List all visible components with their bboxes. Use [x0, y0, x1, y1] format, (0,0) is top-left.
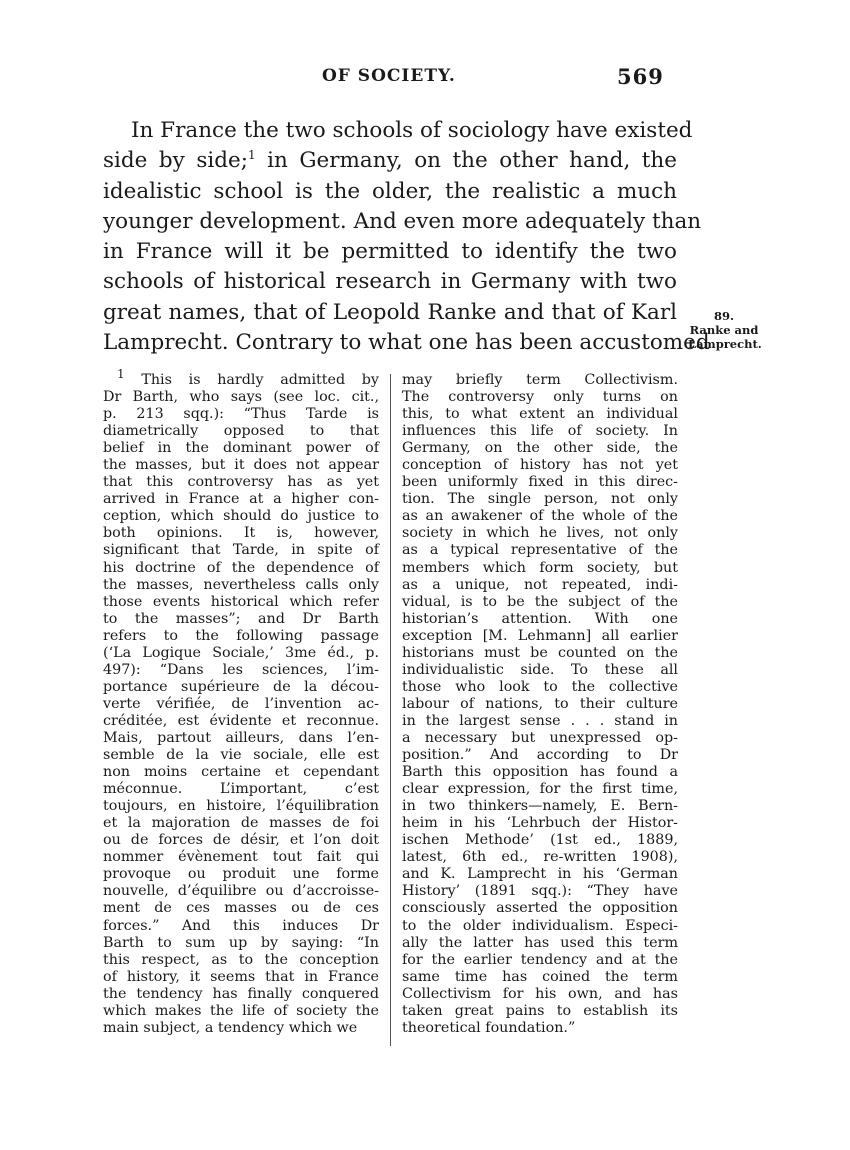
footnote-line: Germany, on the other side, the [402, 440, 678, 457]
footnote-line: nouvelle, d’équilibre ou d’accroisse- [103, 883, 379, 900]
main-text-line: In France the two schools of sociology have existed [131, 118, 693, 143]
footnote-line: nommer évènement tout fait qui [103, 849, 379, 866]
footnote-line: clear expression, for the first time, [402, 781, 678, 798]
footnote-line: Mais, partout ailleurs, dans l’en- [103, 729, 379, 746]
footnote-line: ou de forces de désir, et l’on doit [103, 832, 379, 849]
footnote-line: both opinions. It is, however, [103, 525, 379, 542]
footnote-line: verte vérifiée, de l’invention ac- [103, 695, 379, 712]
footnote-line: arrived in France at a higher con- [103, 491, 379, 508]
footnote-line: theoretical foundation.” [402, 1019, 576, 1036]
footnote-line: conception of history has not yet [402, 457, 678, 474]
footnote-marker: 1 [117, 367, 125, 382]
running-title: OF SOCIETY. [322, 66, 456, 86]
footnote-left-column [103, 367, 380, 1037]
main-text-line: idealistic school is the older, the realistic a much [103, 178, 677, 204]
main-text-line: in France will it be permitted to identify the two [103, 239, 677, 265]
footnote-line: et la majoration de masses de foi [103, 815, 379, 832]
footnote-line: $^1$ This is hardly admitted by [117, 367, 380, 388]
footnote-line: tion. The single person, not only [402, 491, 678, 508]
footnote-line: main subject, a tendency which we [103, 1019, 358, 1036]
footnote-line: latest, 6th ed., re-written 1908), [402, 849, 678, 866]
footnote-line: non moins certaine et cependant [103, 764, 379, 781]
footnote-line: provoque ou produit une forme [103, 866, 379, 883]
footnote-line: individualistic side. To these all [402, 661, 678, 678]
footnote-line: which makes the life of society the [103, 1002, 379, 1019]
footnote-line: that this controversy has as yet [103, 474, 379, 491]
footnote-line: a necessary but unexpressed op- [402, 729, 678, 746]
footnote-line: as an awakener of the whole of the [402, 508, 678, 525]
margin-note-line: Ranke and [689, 323, 759, 337]
main-text-line: schools of historical research in Germany with two [103, 269, 677, 295]
footnote-line: and K. Lamprecht in his ‘German [402, 866, 678, 883]
footnote-line: members which form society, but [402, 559, 678, 576]
footnote-reference: 1 [247, 148, 256, 163]
footnote-line: in two thinkers—namely, E. Bern- [402, 798, 678, 815]
page-number: 569 [617, 64, 664, 89]
footnote-line: forces.” And this induces Dr [103, 917, 379, 934]
footnote-line: Barth this opposition has found a [402, 764, 678, 781]
footnote-line: 497): “Dans les sciences, l’im- [103, 661, 379, 678]
footnote-line: portance supérieure de la décou- [103, 678, 379, 695]
footnote-line: ment de ces masses ou de ces [103, 900, 379, 917]
footnote-line: to the masses”; and Dr Barth [103, 610, 379, 627]
footnote-line: méconnue. L’important, c’est [103, 781, 379, 798]
footnote-line: of history, it seems that in France [103, 968, 379, 985]
main-paragraph [103, 116, 710, 358]
footnote-line: consciously asserted the opposition [402, 900, 678, 917]
footnote-line: those events historical which refer [103, 593, 379, 610]
footnote-line: for the earlier tendency and at the [402, 951, 678, 968]
footnote-line: the tendency has finally conquered [103, 985, 379, 1002]
footnote-line: as a unique, not repeated, indi- [402, 576, 678, 593]
footnote-line: heim in his ‘Lehrbuch der Histor- [402, 815, 678, 832]
main-text-line: Lamprecht. Contrary to what one has been accustomed [103, 330, 710, 356]
footnote-right-column [402, 372, 678, 1037]
footnote-line: refers to the following passage [103, 627, 379, 644]
margin-note-line: Lamprecht. [688, 337, 762, 351]
footnote-line: influences this life of society. In [402, 423, 678, 440]
footnote-line: those who look to the collective [402, 678, 678, 695]
main-text-line: younger development. And even more adequately than [103, 208, 702, 234]
footnote-line: toujours, en histoire, l’équilibration [103, 798, 379, 815]
footnote-line: p. 213 sqq.): “Thus Tarde is [103, 406, 379, 423]
footnote-line: historian’s attention. With one [402, 610, 678, 627]
footnote-line: ception, which should do justice to [103, 508, 379, 525]
footnote-line: as a typical representative of the [402, 542, 678, 559]
column-divider [390, 374, 391, 1046]
footnote-line: position.” And according to Dr [402, 747, 678, 764]
footnote-line: Dr Barth, who says (see loc. cit., [103, 389, 379, 406]
footnote-line: society in which he lives, not only [402, 525, 678, 542]
footnote-line: this respect, as to the conception [103, 951, 379, 968]
footnote-line: History’ (1891 sqq.): “They have [402, 883, 678, 900]
footnote-line: to the older individualism. Especi- [402, 917, 678, 934]
footnote-line: historians must be counted on the [402, 644, 678, 661]
footnote-line: (‘La Logique Sociale,’ 3me éd., p. [103, 644, 379, 661]
footnote-line: in the largest sense . . . stand in [402, 712, 678, 729]
footnote-line: ally the latter has used this term [402, 934, 678, 951]
footnote-line: the masses, but it does not appear [103, 457, 379, 474]
main-text-line-with-footnote: side by side;$^1$ in Germany, on the other hand, the [103, 148, 677, 174]
footnote-line: same time has coined the term [402, 968, 678, 985]
footnote-line: semble de la vie sociale, elle est [103, 747, 379, 764]
footnote-line: may briefly term Collectivism. [402, 372, 678, 388]
footnote-line: Barth to sum up by saying: “In [103, 934, 379, 951]
footnote-line: The controversy only turns on [402, 389, 678, 406]
footnote-line: the masses, nevertheless calls only [103, 576, 379, 593]
margin-note [688, 309, 760, 351]
page-header [0, 66, 850, 96]
footnote-line: Collectivism for his own, and has [402, 985, 678, 1002]
footnote-line: his doctrine of the dependence of [103, 559, 379, 576]
footnote-line: labour of nations, to their culture [402, 695, 678, 712]
main-text-line: great names, that of Leopold Ranke and that of Karl [103, 299, 677, 325]
footnote-line: significant that Tarde, in spite of [103, 542, 379, 559]
footnote-line: vidual, is to be the subject of the [402, 593, 678, 610]
footnote-area [103, 367, 678, 1054]
footnote-line: ischen Methode’ (1st ed., 1889, [402, 832, 678, 849]
footnote-line: diametrically opposed to that [103, 423, 379, 440]
footnote-line: exception [M. Lehmann] all earlier [402, 627, 678, 644]
footnote-line: belief in the dominant power of [103, 440, 379, 457]
footnote-line: this, to what extent an individual [402, 406, 678, 423]
footnote-line: taken great pains to establish its [402, 1002, 678, 1019]
margin-note-number: 89. [713, 309, 734, 323]
footnote-line: been uniformly fixed in this direc- [402, 474, 678, 491]
footnote-line: créditée, est évidente et reconnue. [103, 712, 379, 729]
